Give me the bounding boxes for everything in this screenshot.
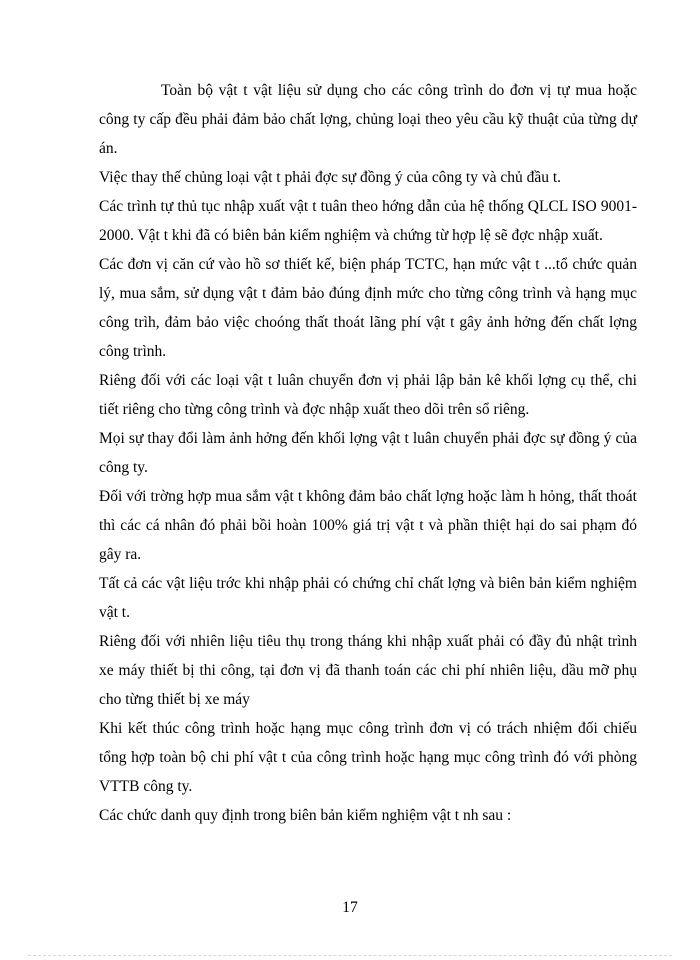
page-number: 17 bbox=[342, 899, 358, 916]
page-bottom-divider bbox=[28, 955, 672, 956]
paragraph: Các trình tự thủ tục nhập xuất vật t tuân theo hớng dẫn của hệ thống QLCL ISO 9001- 2000. Vật t khi đã có biên bản kiểm nghiệm và chứng từ hợp lệ sẽ đợc nhập xuất. bbox=[99, 198, 637, 244]
paragraph: Các chức danh quy định trong biên bản kiểm nghiệm vật t nh sau : bbox=[99, 807, 512, 824]
paragraph: Việc thay thế chủng loại vật t phải đợc sự đồng ý của công ty và chủ đầu t. bbox=[99, 169, 562, 186]
body-text bbox=[99, 76, 637, 830]
paragraph: Toàn bộ vật t vật liệu sử dụng cho các công trình do đơn vị tự mua hoặc công ty cấp đều phải đảm bảo chất lợng, chủng loại theo yêu cầu kỹ thuật của từng dự án. bbox=[99, 82, 637, 157]
paragraph: Tất cả các vật liệu trớc khi nhập phải có chứng chỉ chất lợng và biên bản kiểm nghiệm vật t. bbox=[99, 575, 637, 621]
paragraph: Khi kết thúc công trình hoặc hạng mục công trình đơn vị có trách nhiệm đối chiếu tổng hợp toàn bộ chi phí vật t của công trình hoặc hạng mục công trình đó với phòng VTTB công ty. bbox=[99, 720, 637, 795]
paragraph: Mọi sự thay đổi làm ảnh hởng đến khối lợng vật t luân chuyển phải đợc sự đồng ý của công ty. bbox=[99, 430, 637, 476]
paragraph: Các đơn vị căn cứ vào hồ sơ thiết kế, biện pháp TCTC, hạn mức vật t ...tổ chức quản lý, mua sắm, sử dụng vật t đảm bảo đúng định mức cho từng công trình và hạng mục công trìh, đảm bảo việc choóng thất thoát lãng phí vật t gây ảnh hởng đến chất lợng công trình. bbox=[99, 256, 637, 360]
paragraph: Đối với trờng hợp mua sắm vật t không đảm bảo chất lợng hoặc làm h hỏng, thất thoát thì các cá nhân đó phải bồi hoàn 100% giá trị vật t và phần thiệt hại do sai phạm đó gây ra. bbox=[99, 488, 637, 563]
paragraph: Riêng đối với nhiên liệu tiêu thụ trong tháng khi nhập xuất phải có đầy đủ nhật trình xe máy thiết bị thi công, tại đơn vị đã thanh toán các chi phí nhiên liệu, dầu mỡ phụ cho từng thiết bị xe máy bbox=[99, 633, 637, 708]
paragraph: Riêng đối với các loại vật t luân chuyển đơn vị phải lập bản kê khối lợng cụ thể, chi tiết riêng cho từng công trình và đợc nhập xuất theo dõi trên sổ riêng. bbox=[99, 372, 637, 418]
